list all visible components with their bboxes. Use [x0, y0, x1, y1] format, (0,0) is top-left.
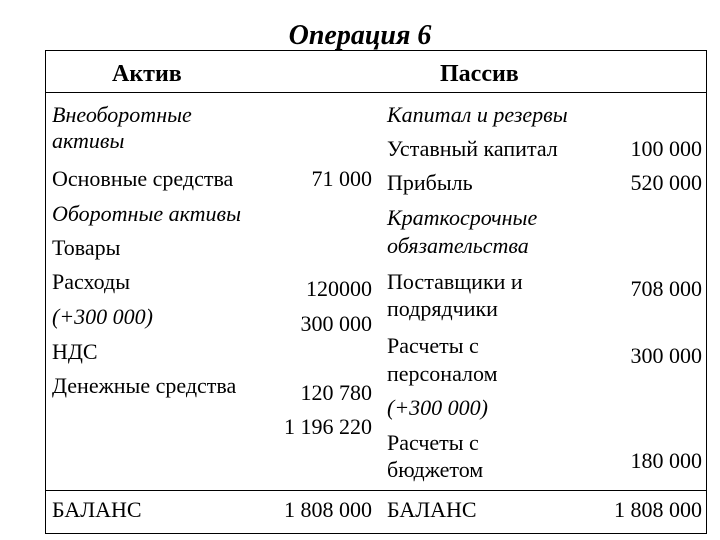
suppliers-value: 708 000	[630, 276, 702, 301]
authorized-capital-label: Уставный капитал	[387, 136, 558, 161]
liabilities-balance-value: 1 808 000	[614, 497, 702, 522]
authorized-capital-value: 100 000	[630, 136, 702, 161]
header-divider	[45, 92, 707, 93]
personnel-label: Расчеты с	[387, 333, 479, 358]
current-assets-label: Оборотные активы	[52, 201, 241, 226]
personnel-value: 300 000	[630, 343, 702, 368]
noncurrent-assets-label-2: активы	[52, 128, 125, 153]
budget-label-2: бюджетом	[387, 457, 484, 482]
vat-value: 120 780	[300, 380, 372, 405]
cash-label: Денежные средства	[52, 373, 237, 398]
fixed-assets-value: 71 000	[311, 166, 372, 191]
profit-label: Прибыль	[387, 170, 473, 195]
fixed-assets-label: Основные средства	[52, 166, 234, 191]
assets-balance-label: БАЛАНС	[52, 497, 142, 522]
short-term-label-2: обязательства	[387, 233, 529, 258]
suppliers-label-2: подрядчики	[387, 296, 498, 321]
liabilities-header: Пассив	[440, 61, 519, 87]
expenses-change-value: 300 000	[300, 311, 372, 336]
profit-value: 520 000	[630, 170, 702, 195]
budget-label: Расчеты с	[387, 430, 479, 455]
expenses-value: 120000	[306, 276, 372, 301]
vat-label: НДС	[52, 339, 98, 364]
suppliers-label: Поставщики и	[387, 269, 523, 294]
expenses-change-label: (+300 000)	[52, 304, 153, 329]
goods-label: Товары	[52, 235, 121, 260]
personnel-change-label: (+300 000)	[387, 395, 488, 420]
liabilities-balance-label: БАЛАНС	[387, 497, 477, 522]
noncurrent-assets-label: Внеоборотные	[52, 102, 192, 127]
short-term-label: Краткосрочные	[387, 205, 538, 230]
expenses-label: Расходы	[52, 269, 130, 294]
cash-value: 1 196 220	[284, 414, 372, 439]
capital-label: Капитал и резервы	[387, 102, 568, 127]
assets-balance-value: 1 808 000	[284, 497, 372, 522]
assets-header: Актив	[112, 61, 182, 87]
budget-value: 180 000	[630, 448, 702, 473]
balance-divider	[45, 490, 707, 491]
personnel-label-2: персоналом	[387, 361, 498, 386]
page-title: Операция 6	[288, 20, 432, 51]
